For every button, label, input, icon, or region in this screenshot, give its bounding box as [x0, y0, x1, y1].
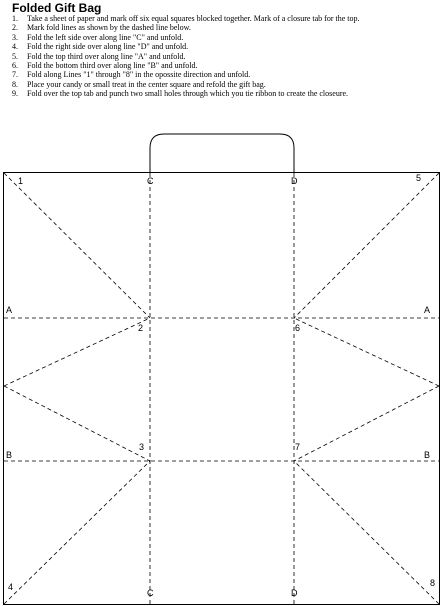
closure-tab: [150, 134, 294, 172]
instruction-step: 2. Mark fold lines as shown by the dashed line below.: [12, 23, 191, 33]
page-title: Folded Gift Bag: [12, 1, 102, 15]
label-point-4: 4: [8, 582, 14, 592]
fold-line-8: [294, 461, 439, 604]
label-b-left: B: [6, 450, 13, 460]
fold-line-6: [294, 318, 439, 386]
fold-line-1: [4, 173, 150, 318]
label-point-7: 7: [295, 442, 301, 452]
label-point-1: 1: [18, 176, 24, 186]
label-b-right: B: [424, 450, 431, 460]
fold-line-2: [4, 318, 150, 386]
instruction-step: 4. Fold the right side over along line "D" and unfold.: [12, 42, 189, 52]
instruction-step: 3. Fold the left side over along line "C" and unfold.: [12, 32, 184, 42]
label-point-6: 6: [295, 323, 301, 333]
instruction-step: 8. Place your candy or small treat in the center square and refold the gift bag.: [12, 79, 266, 89]
fold-line-7: [294, 386, 439, 461]
instruction-step: 1. Take a sheet of paper and mark off six equal squares blocked together. Mark of a closure tab for the top.: [12, 14, 360, 23]
instruction-step: 6. Fold the bottom third over along line "B" and unfold.: [12, 61, 198, 71]
instruction-step: 7. Fold along Lines "1" through "8" in the opossite direction and unfold.: [12, 70, 251, 80]
label-point-5: 5: [416, 173, 422, 183]
fold-line-3: [4, 386, 150, 461]
fold-line-4: [4, 461, 150, 604]
label-point-2: 2: [138, 323, 144, 333]
instruction-step: 5. Fold the top third over along line "A" and unfold.: [12, 51, 186, 61]
label-d-top: D: [291, 176, 298, 186]
label-d-bottom: D: [291, 588, 298, 598]
label-point-8: 8: [430, 578, 436, 588]
label-point-3: 3: [139, 442, 145, 452]
instruction-step: 9. Fold over the top tab and punch two small holes through which you tie ribbon to create the closeure.: [12, 89, 349, 99]
label-a-right: A: [424, 305, 431, 315]
label-a-left: A: [6, 305, 13, 315]
fold-line-5: [294, 173, 439, 318]
label-c-top: C: [147, 176, 154, 186]
label-c-bottom: C: [147, 588, 154, 598]
